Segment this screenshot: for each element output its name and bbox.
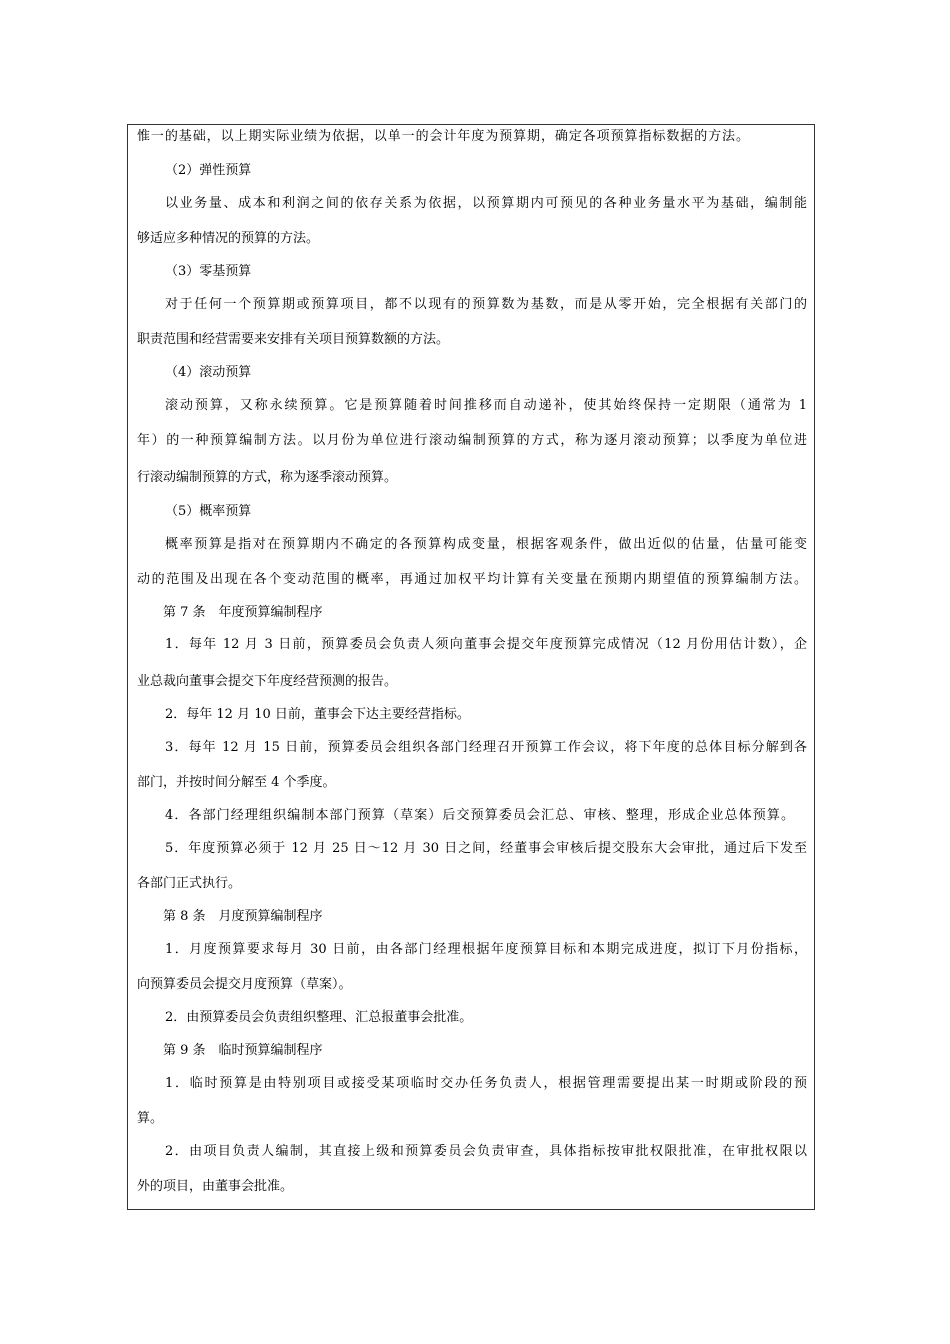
text-line: 2．由项目负责人编制，其直接上级和预算委员会负责审查，具体指标按审批权限批准，在审批权限以 xyxy=(165,1144,807,1159)
section-heading: （2）弹性预算 xyxy=(165,163,252,178)
text-line: 1．临时预算是由特别项目或接受某项临时交办任务负责人，根据管理需要提出某一时期或阶段的预 xyxy=(165,1076,807,1091)
text-line: 够适应多种情况的预算的方法。 xyxy=(137,231,320,246)
text-line: 部门，并按时间分解至 4 个季度。 xyxy=(137,775,336,790)
text-line: 1．月度预算要求每月 30 日前，由各部门经理根据年度预算目标和本期完成进度，拟订下月份指标， xyxy=(165,942,807,957)
text-line: 向预算委员会提交月度预算（草案）。 xyxy=(137,977,352,992)
article-heading: 第 7 条 年度预算编制程序 xyxy=(163,605,323,620)
section-heading: （4）滚动预算 xyxy=(165,365,252,380)
text-line: 5．年度预算必须于 12 月 25 日～12 月 30 日之间，经董事会审核后提交股东大会审批，通过后下发至 xyxy=(165,841,807,856)
text-line: 算。 xyxy=(137,1111,164,1126)
text-line: 滚动预算，又称永续预算。它是预算随着时间推移而自动递补，使其始终保持一定期限（通常为 1 xyxy=(165,398,807,413)
text-line: 惟一的基础，以上期实际业绩为依据，以单一的会计年度为预算期，确定各项预算指标数据的方法。 xyxy=(137,129,749,144)
text-line: 2．由预算委员会负责组织整理、汇总报董事会批准。 xyxy=(165,1010,473,1025)
article-heading: 第 9 条 临时预算编制程序 xyxy=(163,1043,323,1058)
text-line: 2．每年 12 月 10 日前，董事会下达主要经营指标。 xyxy=(165,707,470,722)
text-line: 1．每年 12 月 3 日前，预算委员会负责人须向董事会提交年度预算完成情况（12 月份用估计数），企 xyxy=(165,637,807,652)
text-line: 3．每年 12 月 15 日前，预算委员会组织各部门经理召开预算工作会议，将下年度的总体目标分解到各 xyxy=(165,740,807,755)
text-line: 外的项目，由董事会批准。 xyxy=(137,1179,294,1194)
text-line: 概率预算是指对在预算期内不确定的各预算构成变量，根据客观条件，做出近似的估量，估量可能变 xyxy=(165,537,807,552)
section-heading: （3）零基预算 xyxy=(165,264,252,279)
text-line: 以业务量、成本和利润之间的依存关系为依据，以预算期内可预见的各种业务量水平为基础，编制能 xyxy=(165,196,807,211)
text-line: 年）的一种预算编制方法。以月份为单位进行滚动编制预算的方式，称为逐月滚动预算；以季度为单位进 xyxy=(137,433,807,448)
text-line: 各部门正式执行。 xyxy=(137,876,242,891)
text-line: 职责范围和经营需要来安排有关项目预算数额的方法。 xyxy=(137,332,450,347)
section-heading: （5）概率预算 xyxy=(165,504,252,519)
text-line: 行滚动编制预算的方式，称为逐季滚动预算。 xyxy=(137,470,398,485)
text-line: 业总裁向董事会提交下年度经营预测的报告。 xyxy=(137,674,398,689)
text-line: 4．各部门经理组织编制本部门预算（草案）后交预算委员会汇总、审核、整理，形成企业总体预算。 xyxy=(165,808,794,823)
text-line: 动的范围及出现在各个变动范围的概率，再通过加权平均计算有关变量在预期内期望值的预算编制方法。 xyxy=(137,572,807,587)
article-heading: 第 8 条 月度预算编制程序 xyxy=(163,909,323,924)
text-line: 对于任何一个预算期或预算项目，都不以现有的预算数为基数，而是从零开始，完全根据有关部门的 xyxy=(165,297,807,312)
